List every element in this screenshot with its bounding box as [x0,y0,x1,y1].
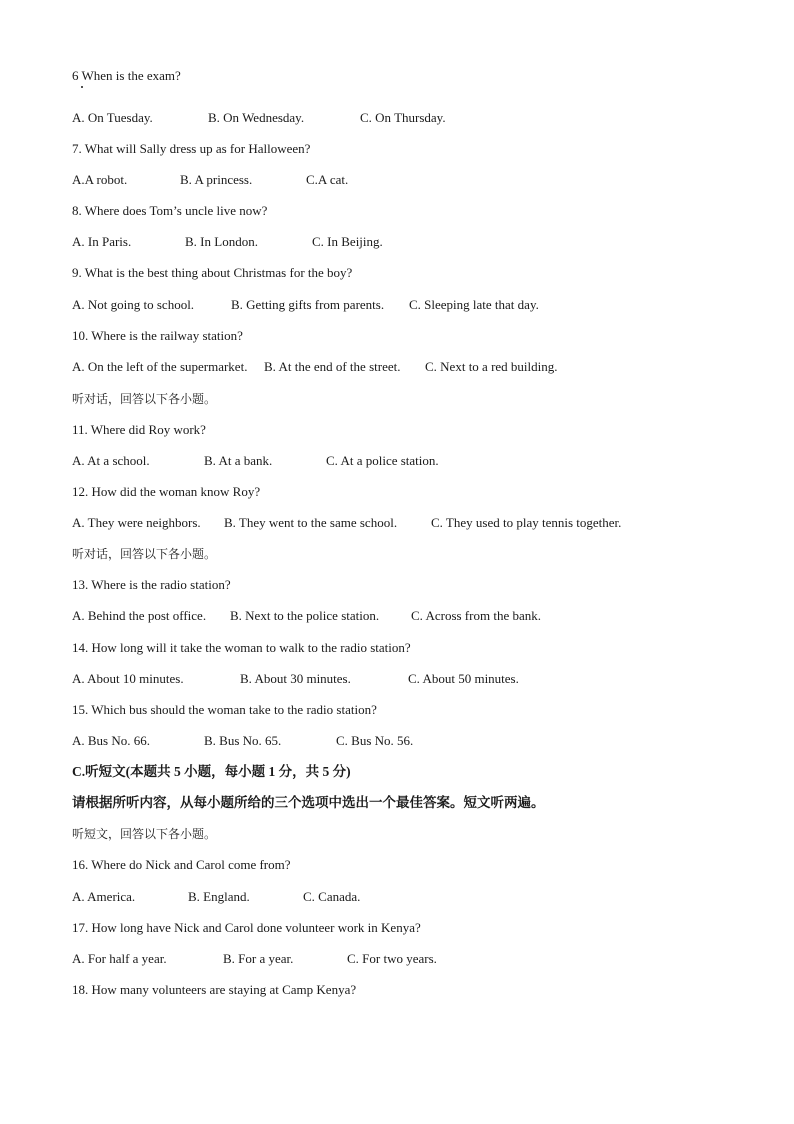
option-c: C. About 50 minutes. [408,671,519,686]
option-a: A. On the left of the supermarket. [72,359,248,374]
question-9: 9. What is the best thing about Christmas for the boy? [72,265,353,280]
option-a: A. At a school. [72,453,150,468]
option-c: C. At a police station. [326,453,439,468]
question-10: 10. Where is the railway station? [72,328,243,343]
option-b: B. In London. [185,234,258,249]
option-c: C. Bus No. 56. [336,733,414,748]
option-c: C. Canada. [303,889,361,904]
option-b: B. Getting gifts from parents. [231,297,385,312]
question-14: 14. How long will it take the woman to walk to the radio station? [72,640,411,655]
option-a: A. They were neighbors. [72,515,201,530]
question-15: 15. Which bus should the woman take to the radio station? [72,702,377,717]
option-b: B. A princess. [180,172,253,187]
listening-instruction: 听对话，回答以下各小题。 [72,392,217,406]
listening-instruction: 听短文，回答以下各小题。 [72,827,217,841]
option-b: B. Next to the police station. [230,608,380,623]
option-b: B. At the end of the street. [264,359,401,374]
question-6: 6 When is the exam? [72,68,181,83]
option-b: B. About 30 minutes. [240,671,351,686]
listening-instruction: 听对话，回答以下各小题。 [72,547,217,561]
option-a: A. America. [72,889,136,904]
option-a: A. On Tuesday. [72,110,153,125]
stray-dot-mark [81,86,83,88]
option-b: B. For a year. [223,951,294,966]
question-12: 12. How did the woman know Roy? [72,484,261,499]
question-13: 13. Where is the radio station? [72,577,231,592]
option-a: A. About 10 minutes. [72,671,184,686]
option-a: A. Not going to school. [72,297,195,312]
option-c: C. They used to play tennis together. [431,515,622,530]
option-c: C.A cat. [306,172,349,187]
question-18: 18. How many volunteers are staying at Camp Kenya? [72,982,357,997]
option-a: A. In Paris. [72,234,132,249]
option-a: A. Behind the post office. [72,608,207,623]
option-c: C. Next to a red building. [425,359,558,374]
question-17: 17. How long have Nick and Carol done volunteer work in Kenya? [72,920,421,935]
option-b: B. On Wednesday. [208,110,305,125]
option-c: C. On Thursday. [360,110,446,125]
option-c: C. In Beijing. [312,234,383,249]
option-a: A.A robot. [72,172,128,187]
option-c: C. For two years. [347,951,437,966]
option-b: B. Bus No. 65. [204,733,282,748]
question-8: 8. Where does Tom’s uncle live now? [72,203,268,218]
option-b: B. At a bank. [204,453,273,468]
option-c: C. Sleeping late that day. [409,297,539,312]
option-c: C. Across from the bank. [411,608,541,623]
option-a: A. Bus No. 66. [72,733,151,748]
section-c-directions: 请根据所听内容，从每小题所给的三个选项中选出一个最佳答案。短文听两遍。 [72,795,545,810]
option-a: A. For half a year. [72,951,167,966]
question-16: 16. Where do Nick and Carol come from? [72,857,291,872]
question-11: 11. Where did Roy work? [72,422,206,437]
question-7: 7. What will Sally dress up as for Halloween? [72,141,311,156]
section-c-heading: C.听短文(本题共 5 小题，每小题 1 分，共 5 分) [72,764,351,779]
option-b: B. They went to the same school. [224,515,398,530]
option-b: B. England. [188,889,250,904]
